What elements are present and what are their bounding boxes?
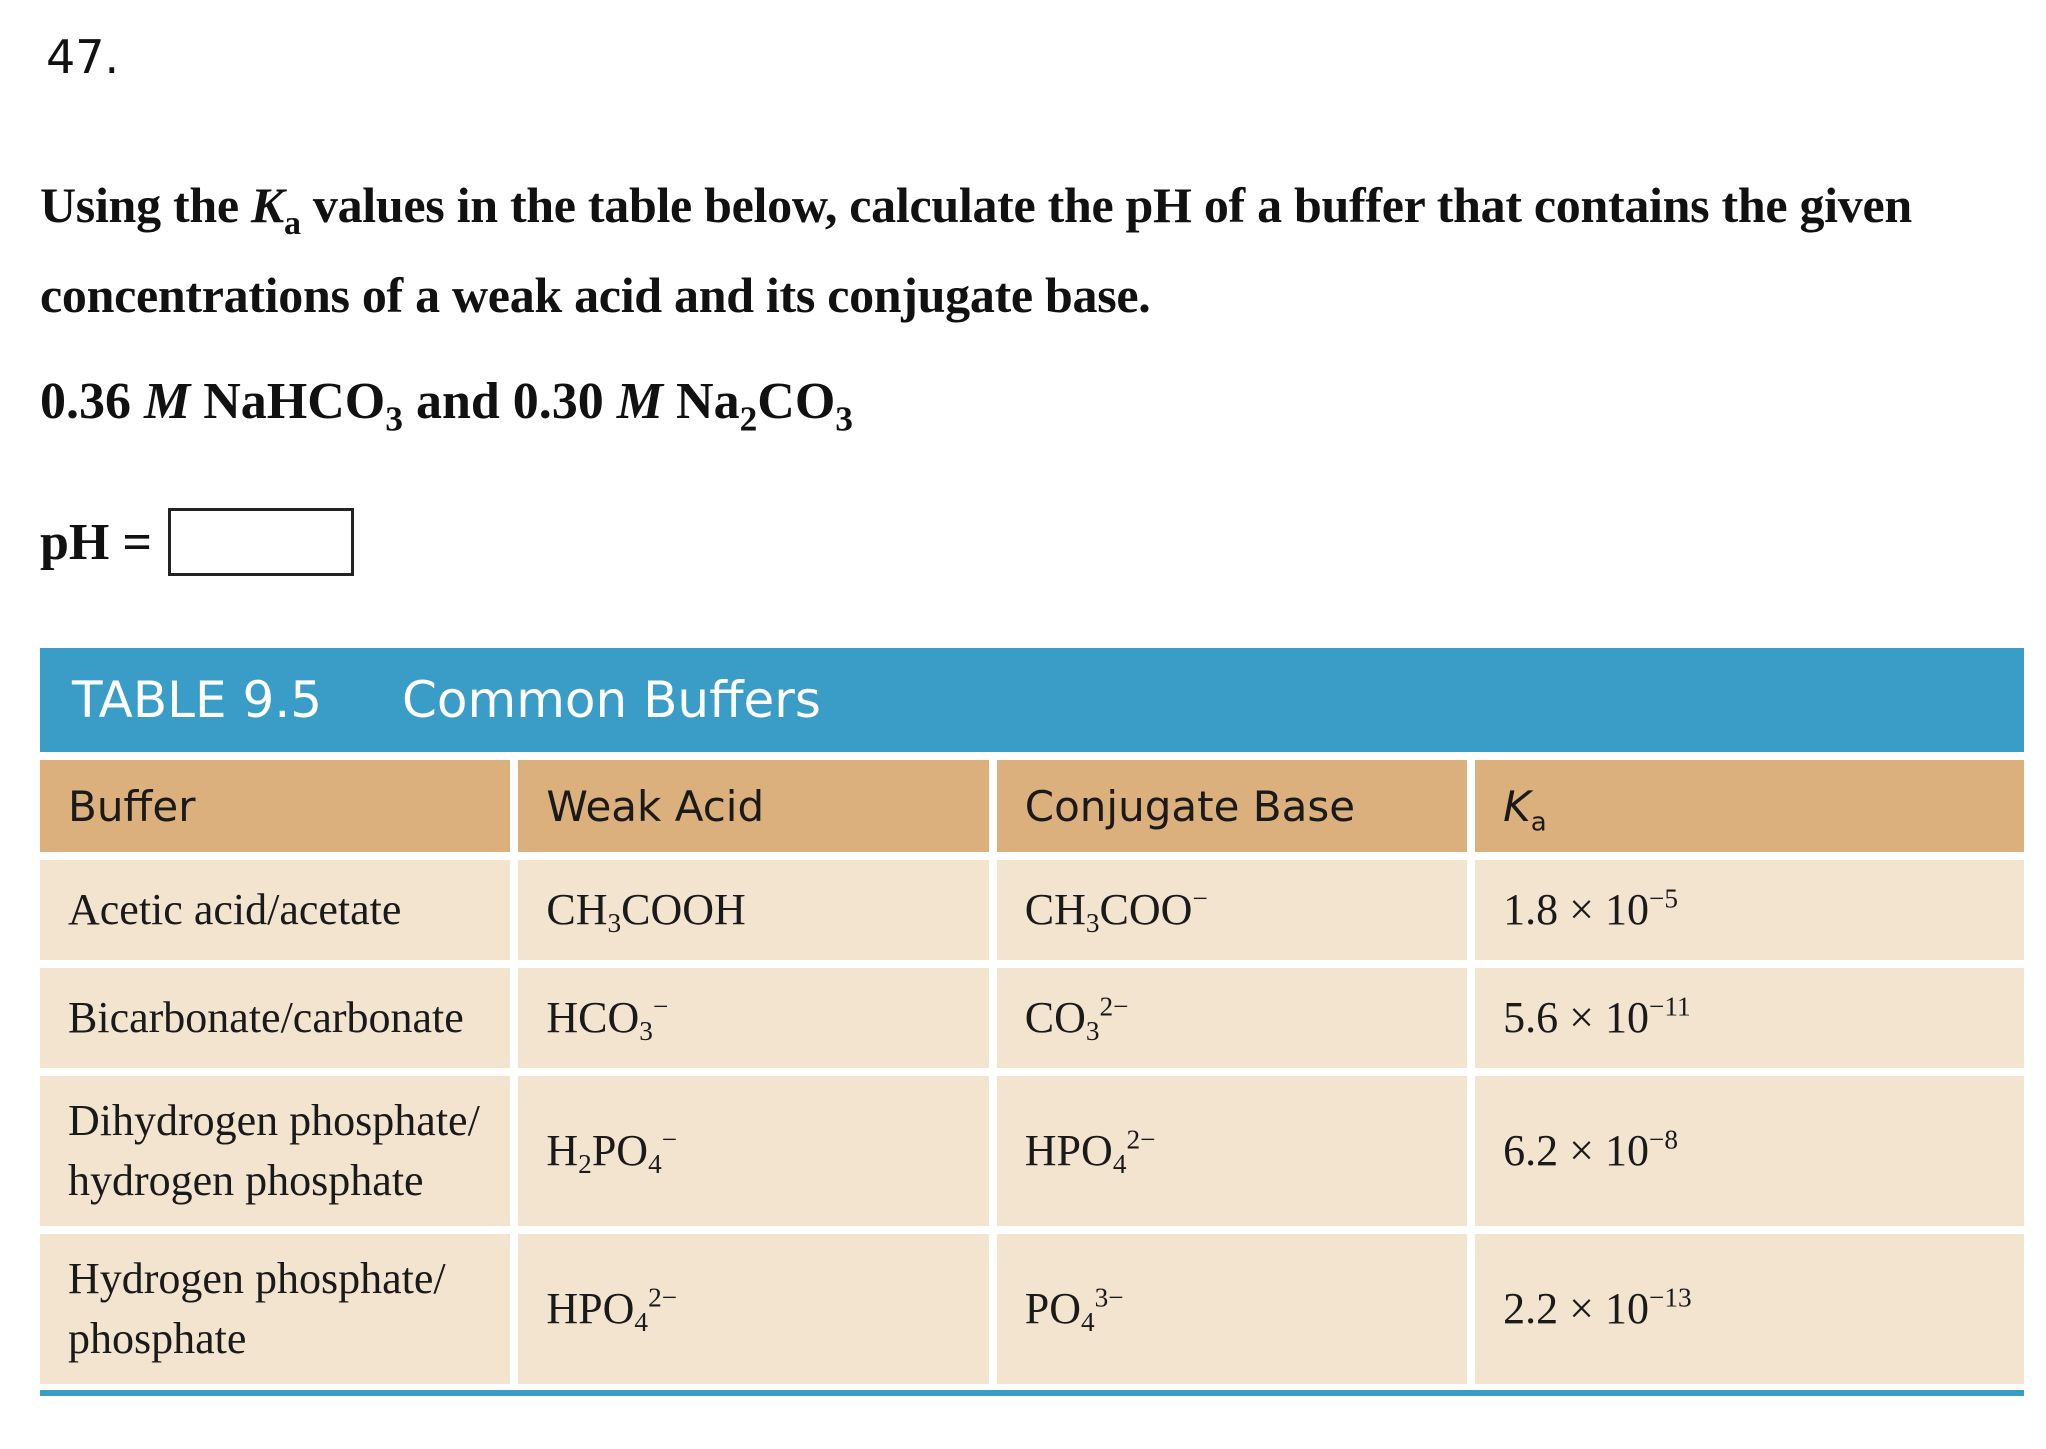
prompt-text-end: values in the table below, calculate the pH of a buffer that contains the given concentrations of a weak acid and its conjugate base.: [40, 177, 1912, 323]
table-bottom-rule: [40, 1390, 2024, 1396]
concentration-2: 0.30: [512, 373, 604, 430]
cell-weak-acid: $H_2PO_4^-$: [518, 1076, 988, 1226]
question-prompt: [40, 160, 2020, 340]
cell-weak-acid: $HPO_4^{2-}$: [518, 1234, 988, 1384]
ph-answer-input[interactable]: [168, 508, 354, 576]
cell-weak-acid: $HCO_3^-$: [518, 968, 988, 1068]
prompt-text-start: Using the: [40, 177, 239, 233]
cell-conjugate-base: $CO_3^{2-}$: [997, 968, 1467, 1068]
buffer-data-table: [32, 752, 2032, 1392]
ka-subscript: a: [283, 204, 301, 242]
buffer-table: [40, 648, 2024, 1396]
header-weak-acid: Weak Acid: [518, 760, 988, 852]
answer-row: [40, 508, 354, 576]
molar-unit-2: M: [616, 373, 664, 430]
cell-ka: $6.2 \times 10^{-8}$: [1475, 1076, 2024, 1226]
table-title: Common Buffers: [402, 671, 821, 729]
cell-buffer: Hydrogen phosphate/ phosphate: [40, 1234, 510, 1384]
cell-ka: $5.6 \times 10^{-11}$: [1475, 968, 2024, 1068]
cell-conjugate-base: $CH_3COO^-$: [997, 860, 1467, 960]
given-concentrations: [40, 372, 853, 439]
cell-conjugate-base: $HPO_4^{2-}$: [997, 1076, 1467, 1226]
answer-label: pH =: [40, 513, 152, 571]
cell-ka: $2.2 \times 10^{-13}$: [1475, 1234, 2024, 1384]
table-row: [40, 968, 2024, 1068]
species-2: $Na_2CO_3$: [676, 373, 853, 439]
header-conjugate-base: Conjugate Base: [997, 760, 1467, 852]
table-title-bar: [40, 648, 2024, 752]
cell-buffer: Bicarbonate/carbonate: [40, 968, 510, 1068]
header-buffer: Buffer: [40, 760, 510, 852]
table-row: [40, 1076, 2024, 1226]
table-row: [40, 860, 2024, 960]
ka-symbol: K: [250, 177, 284, 233]
header-ka: $K_a$: [1475, 760, 2024, 852]
cell-buffer: Dihydrogen phosphate/ hydrogen phosphate: [40, 1076, 510, 1226]
and-text: and: [415, 373, 500, 430]
table-header-row: [40, 760, 2024, 852]
question-number: 47.: [46, 30, 120, 84]
cell-ka: $1.8 \times 10^{-5}$: [1475, 860, 2024, 960]
table-row: [40, 1234, 2024, 1384]
molar-unit-1: M: [144, 373, 191, 430]
table-number: TABLE 9.5: [72, 671, 323, 729]
species-1: NaHCO$_3$: [203, 373, 403, 439]
cell-conjugate-base: $PO_4^{3-}$: [997, 1234, 1467, 1384]
cell-buffer: Acetic acid/acetate: [40, 860, 510, 960]
concentration-1: 0.36: [40, 373, 131, 430]
cell-weak-acid: $CH_3COOH$: [518, 860, 988, 960]
